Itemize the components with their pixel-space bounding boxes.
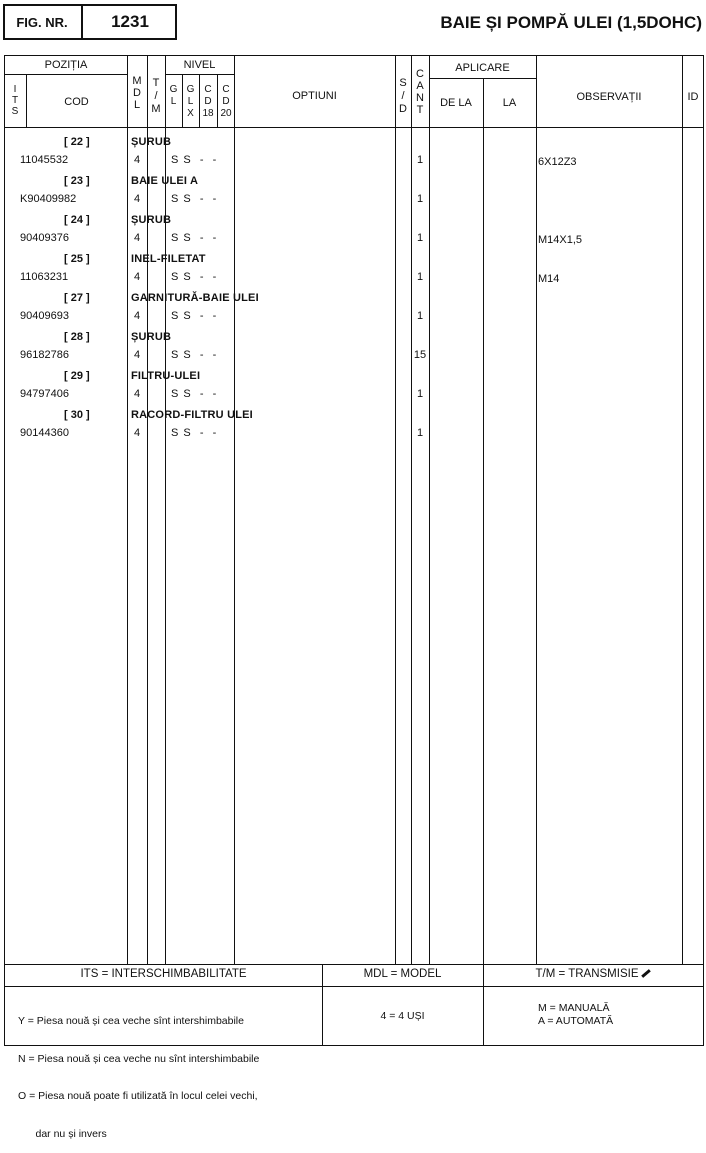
header-la: LA [502, 97, 517, 109]
part-name: RACORD-FILTRU ULEI [131, 409, 253, 421]
header-bottom-line [5, 127, 703, 128]
part-mdl: 4 [134, 271, 141, 283]
col-divider-mdl [127, 56, 128, 964]
part-code: 90409693 [20, 310, 69, 322]
header-observatii: OBSERVAȚII [576, 91, 642, 103]
part-position: [ 25 ] [64, 253, 90, 265]
part-position: [ 24 ] [64, 214, 90, 226]
part-code: 90409376 [20, 232, 69, 244]
part-mdl: 4 [134, 388, 141, 400]
legend-top-line [5, 964, 703, 965]
header-nivel: NIVEL [183, 59, 216, 71]
part-nivel: S S - - [171, 271, 218, 283]
part-name: INEL-FILETAT [131, 253, 206, 265]
header-glx: G L X [186, 84, 195, 119]
part-nivel: S S - - [171, 193, 218, 205]
parts-table-frame [4, 55, 704, 1046]
header-cod: COD [64, 96, 89, 108]
part-quantity: 1 [416, 232, 424, 244]
part-nivel: S S - - [171, 310, 218, 322]
header-gl: G L [169, 84, 178, 107]
part-mdl: 4 [134, 349, 141, 361]
part-observation: M14 [538, 273, 560, 285]
pencil-mark-icon [642, 970, 652, 979]
header-cd18: C D 18 [202, 84, 214, 119]
part-mdl: 4 [134, 232, 141, 244]
legend-title-line [5, 986, 703, 987]
col-divider-la [483, 78, 484, 964]
part-position: [ 29 ] [64, 370, 90, 382]
col-divider-obs [536, 56, 537, 964]
part-code: 96182786 [20, 349, 69, 361]
pozitia-underline [5, 74, 127, 75]
legend-tm-lines: M = MANUALĂ A = AUTOMATĂ [538, 1002, 614, 1027]
part-name: ȘURUB [131, 331, 172, 343]
col-divider-id [682, 56, 683, 964]
col-divider-sd [395, 56, 396, 964]
part-code: K90409982 [20, 193, 77, 205]
part-observation: M14X1,5 [538, 234, 583, 246]
part-nivel: S S - - [171, 154, 218, 166]
col-divider-dela [429, 56, 430, 964]
header-optiuni: OPTIUNI [292, 90, 337, 102]
part-position: [ 28 ] [64, 331, 90, 343]
part-quantity: 1 [416, 193, 424, 205]
header-de-la: DE LA [440, 97, 472, 109]
part-name: BAIE ULEI A [131, 175, 199, 187]
part-quantity: 1 [416, 154, 424, 166]
part-quantity: 1 [416, 388, 424, 400]
part-name: ȘURUB [131, 136, 172, 148]
header-its: I T S [11, 84, 19, 117]
part-nivel: S S - - [171, 427, 218, 439]
header-cant: C A N T [416, 68, 424, 116]
part-code: 11045532 [20, 154, 69, 166]
part-code: 11063231 [20, 271, 69, 283]
part-mdl: 4 [134, 154, 141, 166]
legend-mdl-title: MDL = MODEL [363, 968, 442, 980]
part-position: [ 23 ] [64, 175, 90, 187]
part-quantity: 1 [416, 271, 424, 283]
part-quantity: 1 [416, 427, 424, 439]
part-position: [ 27 ] [64, 292, 90, 304]
part-code: 94797406 [20, 388, 69, 400]
header-cd20: C D 20 [220, 84, 232, 119]
part-name: GARNITURĂ-BAIE ULEI [131, 292, 259, 304]
part-mdl: 4 [134, 310, 141, 322]
header-tm: T / M [151, 77, 161, 115]
part-quantity: 15 [413, 349, 427, 361]
header-mdl: M D L [132, 75, 142, 111]
legend-its-title: ITS = INTERSCHIMBABILITATE [80, 968, 247, 980]
figure-number: 1231 [111, 12, 149, 31]
part-quantity: 1 [416, 310, 424, 322]
page-title: BAIE ȘI POMPĂ ULEI (1,5DOHC) [440, 13, 702, 32]
part-name: ȘURUB [131, 214, 172, 226]
col-divider-nivel [165, 56, 166, 964]
legend-tm-title: T/M = TRANSMISIE [483, 968, 704, 980]
header-sd: S / D [399, 77, 407, 115]
part-position: [ 22 ] [64, 136, 90, 148]
header-id: ID [687, 91, 699, 103]
header-aplicare: APLICARE [455, 62, 510, 74]
part-name: FILTRU-ULEI [131, 370, 201, 382]
legend-mdl-text: 4 = 4 UȘI [380, 1010, 425, 1022]
part-mdl: 4 [134, 193, 141, 205]
figure-label: FIG. NR. [3, 4, 83, 40]
part-position: [ 30 ] [64, 409, 90, 421]
part-observation: 6X12Z3 [538, 156, 577, 168]
legend-its-lines: Y = Piesa nouă și cea veche sînt intershimbabile N = Piesa nouă și cea veche nu sînt intershimbabile O = Piesa nouă poate fi utilizată în locul celei vechi, dar nu și invers [18, 1015, 260, 1140]
part-code: 90144360 [20, 427, 69, 439]
col-divider-optiuni [234, 56, 235, 964]
part-mdl: 4 [134, 427, 141, 439]
part-nivel: S S - - [171, 349, 218, 361]
header-pozitia: POZIȚIA [44, 59, 88, 71]
part-nivel: S S - - [171, 388, 218, 400]
col-divider-tm [147, 56, 148, 964]
part-nivel: S S - - [171, 232, 218, 244]
